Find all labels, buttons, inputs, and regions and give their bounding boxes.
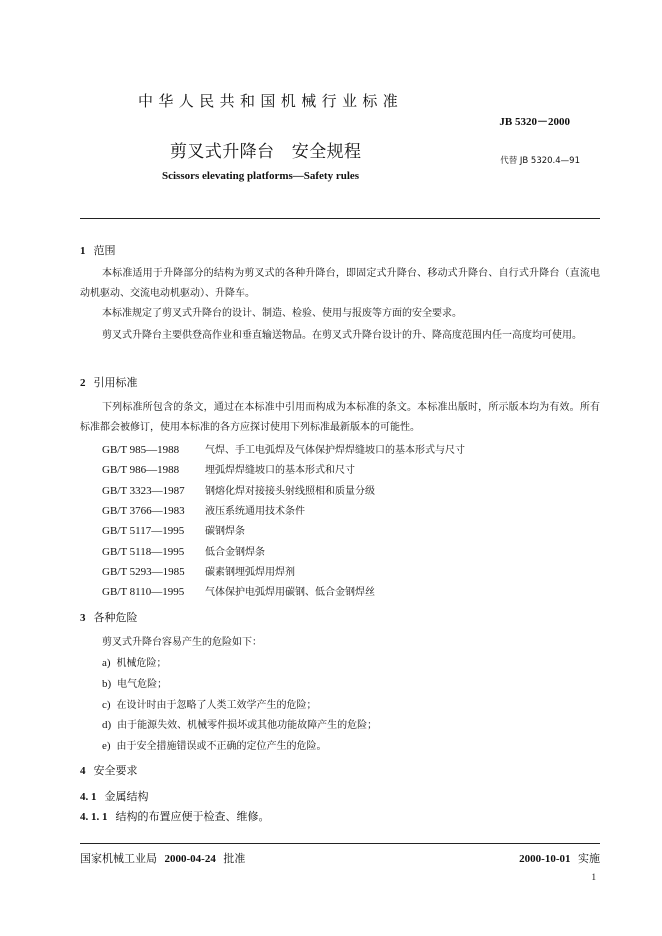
item-text: 机械危险； (116, 658, 167, 669)
reference-item (102, 563, 295, 578)
approval-line (80, 850, 245, 866)
reference-item (102, 543, 265, 558)
section-number: 2 (80, 377, 86, 389)
paragraph: 下列标准所包含的条文，通过在本标准中引用而构成为本标准的条文。本标准出版时，所示版本均为有效。所有标准都会被修订，使用本标准的各方应探讨使用下列标准最新版本的可能性。 (80, 402, 600, 433)
reference-code: GB/T 3766—1983 (102, 505, 185, 517)
implementation-word: 实施 (578, 852, 600, 865)
reference-code: GB/T 985—1988 (102, 444, 180, 456)
implementation-line (519, 850, 600, 866)
issuing-authority-heading: 中华人民共和国机械行业标准 (138, 92, 404, 110)
hazard-item (102, 737, 327, 752)
item-label: d) (102, 719, 112, 731)
reference-name: 液压系统通用技术条件 (205, 506, 305, 517)
header-rule (80, 218, 600, 219)
subsection-number: 4. 1 (80, 791, 97, 803)
reference-item (102, 482, 375, 497)
item-text: 由于能源失效、机械零件损坏或其他功能故障产生的危险； (117, 720, 378, 731)
reference-code: GB/T 986—1988 (102, 464, 180, 476)
issuing-body: 国家机械工业局 (80, 852, 157, 865)
section-number: 1 (80, 245, 86, 257)
paragraph: 本标准规定了剪叉式升降台的设计、制造、检验、使用与报废等方面的安全要求。 (102, 308, 462, 319)
reference-name: 碳钢焊条 (205, 526, 245, 537)
standard-number: JB 5320－2000 (499, 116, 570, 128)
section-1-heading (80, 242, 116, 258)
clause-number: 4. 1. 1 (80, 811, 108, 823)
section-3-heading (80, 609, 138, 625)
section-number: 3 (80, 612, 86, 624)
reference-item (102, 461, 355, 476)
item-label: e) (102, 740, 111, 752)
paragraph: 剪叉式升降台主要供登高作业和垂直输送物品。在剪叉式升降台设计的升、降高度范围内任一高度均可使用。 (102, 330, 582, 341)
approval-word: 批准 (223, 852, 246, 865)
reference-item (102, 522, 245, 537)
reference-code: GB/T 3323—1987 (102, 485, 185, 497)
subsection-4-1-heading (80, 788, 149, 804)
reference-item (102, 502, 305, 517)
item-text: 在设计时由于忽略了人类工效学产生的危险； (116, 700, 317, 711)
section-4-heading (80, 762, 138, 778)
hazard-item (102, 716, 377, 731)
subsection-title: 金属结构 (104, 790, 149, 803)
section-number: 4 (80, 765, 86, 777)
hazard-item (102, 696, 317, 711)
item-text: 由于安全措施错误或不正确的定位产生的危险。 (116, 741, 327, 752)
item-label: a) (102, 657, 111, 669)
section-title: 范围 (93, 244, 116, 257)
reference-name: 碳素钢埋弧焊用焊剂 (205, 567, 295, 578)
reference-code: GB/T 5117—1995 (102, 525, 185, 537)
section-title: 各种危险 (93, 611, 138, 624)
replaces-note: 代替 JB 5320.4—91 (500, 156, 580, 166)
paragraph: 本标准适用于升降部分的结构为剪叉式的各种升降台，即固定式升降台、移动式升降台、自行式升降台（直流电动机驱动、交流电动机驱动）、升降车。 (80, 268, 600, 299)
implementation-date: 2000-10-01 (519, 853, 571, 865)
item-text: 电气危险； (117, 679, 168, 690)
reference-name: 钢熔化焊对接接头射线照相和质量分级 (205, 486, 375, 497)
reference-code: GB/T 5293—1985 (102, 566, 185, 578)
issue-date: 2000-04-24 (164, 853, 216, 865)
hazard-item (102, 675, 167, 690)
section-2-heading (80, 374, 138, 390)
clause-4-1-1 (80, 808, 270, 824)
reference-code: GB/T 5118—1995 (102, 546, 185, 558)
english-title: Scissors elevating platforms—Safety rules (162, 170, 360, 182)
section-title: 引用标准 (93, 376, 138, 389)
item-label: c) (102, 699, 111, 711)
document-title: 剪叉式升降台 安全规程 (170, 142, 362, 162)
reference-code: GB/T 8110—1995 (102, 586, 185, 598)
hazard-item (102, 654, 167, 669)
hazard-intro: 剪叉式升降台容易产生的危险如下： (102, 637, 262, 648)
reference-name: 气体保护电弧焊用碳钢、低合金钢焊丝 (205, 587, 375, 598)
reference-item (102, 441, 465, 456)
reference-item (102, 583, 375, 598)
footer-rule (80, 843, 600, 844)
item-label: b) (102, 678, 112, 690)
reference-name: 低合金钢焊条 (205, 547, 265, 558)
section-title: 安全要求 (93, 764, 138, 777)
clause-text: 结构的布置应便于检查、维修。 (115, 810, 270, 823)
reference-name: 气焊、手工电弧焊及气体保护焊焊缝坡口的基本形式与尺寸 (205, 445, 465, 456)
page-number: 1 (591, 872, 596, 882)
reference-name: 埋弧焊焊缝坡口的基本形式和尺寸 (205, 465, 355, 476)
